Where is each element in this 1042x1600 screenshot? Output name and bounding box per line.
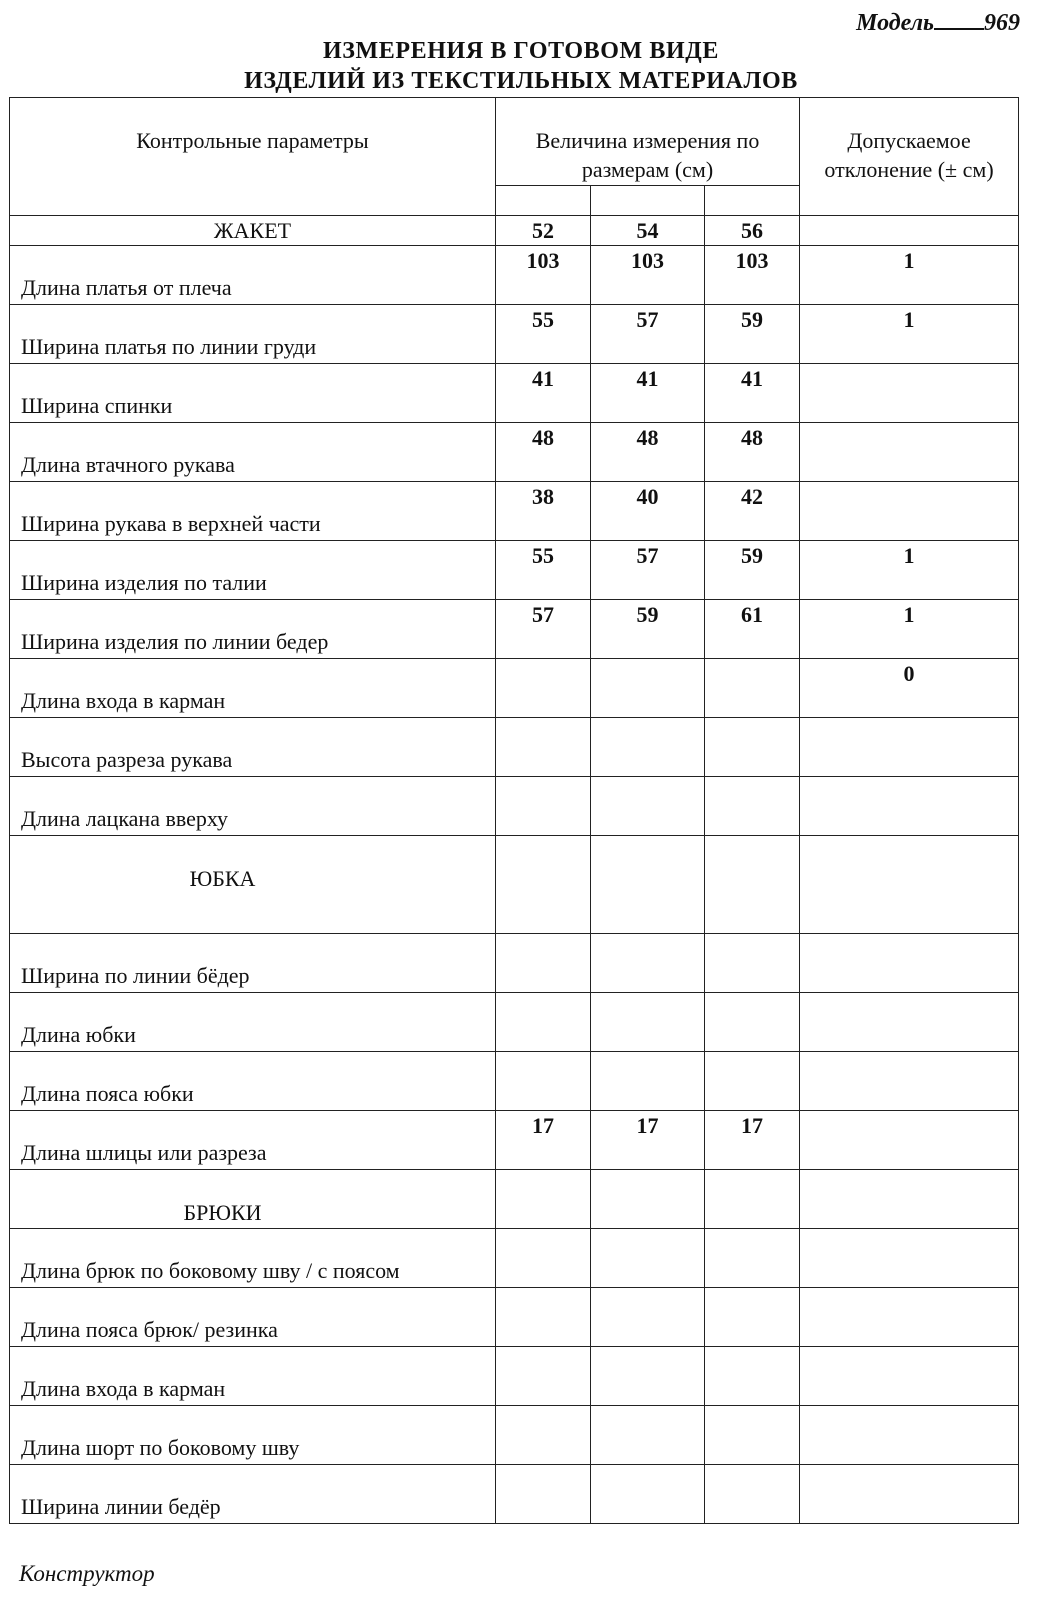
empty-cell (800, 836, 1019, 934)
table-row (10, 541, 1019, 600)
table-row (10, 934, 1019, 993)
value-52 (496, 777, 591, 836)
value-56 (705, 1406, 800, 1465)
tolerance-value: 1 (800, 305, 1019, 364)
value-52: 55 (496, 541, 591, 600)
value-54: 48 (591, 423, 705, 482)
table-row (10, 600, 1019, 659)
value-52: 103 (496, 246, 591, 305)
value-52 (496, 1229, 591, 1288)
table-row (10, 1052, 1019, 1111)
value-54: 59 (591, 600, 705, 659)
model-label: Модель (856, 10, 934, 36)
empty-cell (496, 1170, 591, 1229)
tolerance-value (800, 1465, 1019, 1524)
value-52 (496, 1465, 591, 1524)
size-subheader-cell (705, 186, 800, 216)
value-56 (705, 1465, 800, 1524)
value-56: 59 (705, 541, 800, 600)
value-52: 57 (496, 600, 591, 659)
tolerance-value (800, 1111, 1019, 1170)
table-row (10, 1347, 1019, 1406)
value-54 (591, 1229, 705, 1288)
empty-cell (705, 836, 800, 934)
tolerance-value: 1 (800, 541, 1019, 600)
value-54 (591, 659, 705, 718)
value-54 (591, 1465, 705, 1524)
row-label: Длина втачного рукава (10, 423, 496, 482)
tolerance-value (800, 1347, 1019, 1406)
tolerance-value: 1 (800, 600, 1019, 659)
value-56: 48 (705, 423, 800, 482)
row-label: Длина шорт по боковому шву (10, 1406, 496, 1465)
tolerance-cell (800, 216, 1019, 246)
row-label: Длина входа в карман (10, 659, 496, 718)
section-title-trousers: БРЮКИ (10, 1170, 496, 1229)
section-row-trousers (10, 1170, 1019, 1229)
row-label: Ширина изделия по линии бедер (10, 600, 496, 659)
column-header-sizes: Величина измерения по размерам (см) (496, 98, 800, 186)
size-subheader-cell (496, 186, 591, 216)
section-row-jacket (10, 216, 1019, 246)
value-54 (591, 1052, 705, 1111)
value-52 (496, 1406, 591, 1465)
value-56 (705, 993, 800, 1052)
empty-cell (591, 836, 705, 934)
tolerance-value (800, 482, 1019, 541)
value-56: 59 (705, 305, 800, 364)
table-row (10, 364, 1019, 423)
row-label: Длина входа в карман (10, 1347, 496, 1406)
document-title-line2: ИЗДЕЛИЙ ИЗ ТЕКСТИЛЬНЫХ МАТЕРИАЛОВ (244, 68, 798, 94)
section-row-skirt (10, 836, 1019, 934)
row-label: Высота разреза рукава (10, 718, 496, 777)
value-56 (705, 934, 800, 993)
empty-cell (800, 1170, 1019, 1229)
value-54 (591, 777, 705, 836)
row-label: Ширина линии бедёр (10, 1465, 496, 1524)
value-52: 41 (496, 364, 591, 423)
table-row (10, 1465, 1019, 1524)
row-label: Длина юбки (10, 993, 496, 1052)
value-52: 48 (496, 423, 591, 482)
value-56 (705, 1288, 800, 1347)
tolerance-value: 0 (800, 659, 1019, 718)
tolerance-value (800, 718, 1019, 777)
tolerance-value (800, 993, 1019, 1052)
document-title-line1: ИЗМЕРЕНИЯ В ГОТОВОМ ВИДЕ (323, 38, 719, 64)
value-54 (591, 934, 705, 993)
row-label: Ширина изделия по талии (10, 541, 496, 600)
table-row (10, 1406, 1019, 1465)
section-title-skirt: ЮБКА (10, 836, 496, 934)
designer-label: Конструктор (19, 1561, 155, 1586)
table-row (10, 1229, 1019, 1288)
row-label: Длина пояса юбки (10, 1052, 496, 1111)
size-subheader-cell (591, 186, 705, 216)
size-header-54: 54 (591, 216, 705, 246)
tolerance-value (800, 423, 1019, 482)
table-row (10, 659, 1019, 718)
size-header-52: 52 (496, 216, 591, 246)
table-row (10, 777, 1019, 836)
value-52 (496, 659, 591, 718)
table-row (10, 423, 1019, 482)
tolerance-value (800, 1229, 1019, 1288)
value-54: 103 (591, 246, 705, 305)
tolerance-value (800, 934, 1019, 993)
value-52: 17 (496, 1111, 591, 1170)
tolerance-value (800, 1406, 1019, 1465)
value-52 (496, 1052, 591, 1111)
table-row (10, 1288, 1019, 1347)
value-56 (705, 1052, 800, 1111)
size-header-56: 56 (705, 216, 800, 246)
tolerance-value (800, 777, 1019, 836)
value-54 (591, 1288, 705, 1347)
row-label: Ширина спинки (10, 364, 496, 423)
value-56: 17 (705, 1111, 800, 1170)
tolerance-value (800, 364, 1019, 423)
value-54: 40 (591, 482, 705, 541)
value-56 (705, 1229, 800, 1288)
value-56: 61 (705, 600, 800, 659)
value-56: 42 (705, 482, 800, 541)
value-56 (705, 659, 800, 718)
row-label: Длина брюк по боковому шву / с поясом (10, 1229, 496, 1288)
value-54 (591, 993, 705, 1052)
value-56 (705, 777, 800, 836)
row-label: Длина платья от плеча (10, 246, 496, 305)
table-row (10, 246, 1019, 305)
section-title-jacket: ЖАКЕТ (10, 216, 496, 246)
table-row (10, 718, 1019, 777)
value-52 (496, 1347, 591, 1406)
model-number: 969 (984, 10, 1020, 36)
measurement-table (9, 97, 1019, 1524)
row-label: Длина пояса брюк/ резинка (10, 1288, 496, 1347)
value-56: 41 (705, 364, 800, 423)
column-header-tolerance: Допускаемое отклонение (± см) (800, 98, 1019, 216)
tolerance-value (800, 1288, 1019, 1347)
value-54 (591, 1406, 705, 1465)
value-52: 55 (496, 305, 591, 364)
row-label: Длина шлицы или разреза (10, 1111, 496, 1170)
row-label: Ширина по линии бёдер (10, 934, 496, 993)
empty-cell (496, 836, 591, 934)
value-54: 17 (591, 1111, 705, 1170)
table-header-row (10, 98, 1019, 186)
row-label: Ширина платья по линии груди (10, 305, 496, 364)
table-row (10, 305, 1019, 364)
tolerance-value: 1 (800, 246, 1019, 305)
value-52 (496, 718, 591, 777)
model-underline (934, 10, 984, 30)
value-52 (496, 993, 591, 1052)
value-52 (496, 1288, 591, 1347)
value-56 (705, 718, 800, 777)
empty-cell (591, 1170, 705, 1229)
row-label: Ширина рукава в верхней части (10, 482, 496, 541)
row-label: Длина лацкана вверху (10, 777, 496, 836)
value-54: 57 (591, 305, 705, 364)
table-row (10, 1111, 1019, 1170)
table-row (10, 482, 1019, 541)
value-52: 38 (496, 482, 591, 541)
value-54: 57 (591, 541, 705, 600)
value-54 (591, 1347, 705, 1406)
model-number-label (780, 10, 1020, 37)
empty-cell (705, 1170, 800, 1229)
table-row (10, 993, 1019, 1052)
value-56 (705, 1347, 800, 1406)
value-52 (496, 934, 591, 993)
value-56: 103 (705, 246, 800, 305)
tolerance-value (800, 1052, 1019, 1111)
column-header-parameters: Контрольные параметры (10, 98, 496, 216)
value-54: 41 (591, 364, 705, 423)
value-54 (591, 718, 705, 777)
